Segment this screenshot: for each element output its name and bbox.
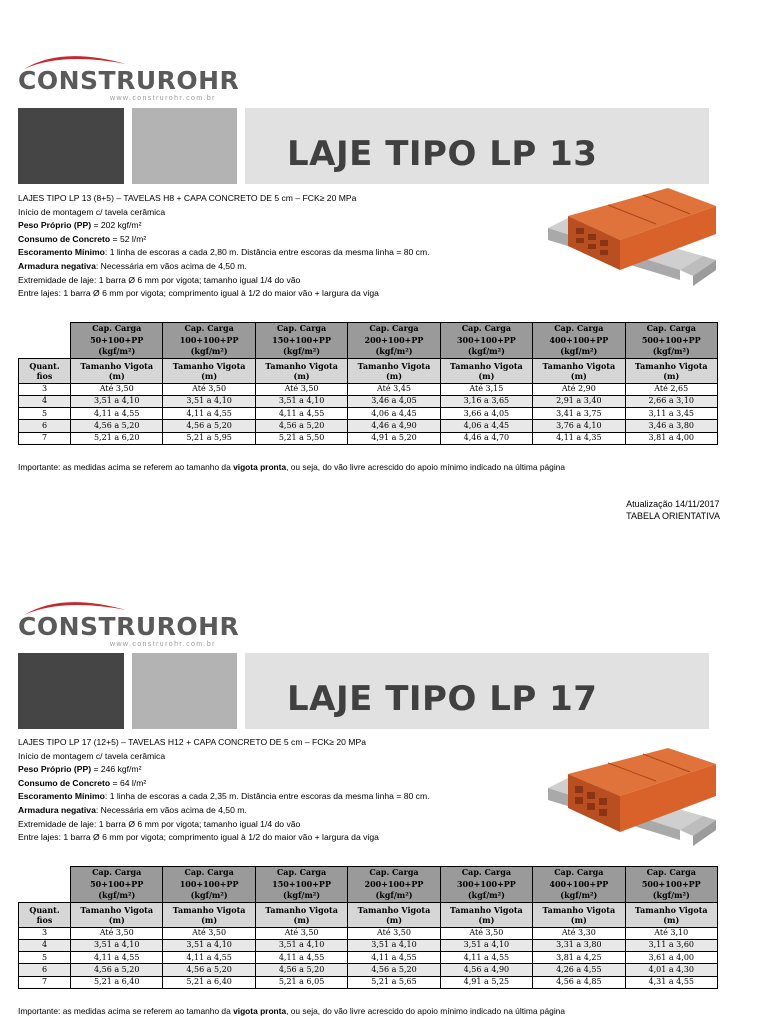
span-cell: 5,21 a 6,05 [255, 976, 347, 988]
table-row [19, 432, 718, 444]
fios-cell: 7 [19, 432, 71, 444]
span-cell: 4,46 a 4,90 [348, 420, 440, 432]
load-col-5: Cap. Carga 300+100+PP (kgf/m²) [440, 867, 532, 903]
span-cell: 4,06 a 4,45 [440, 420, 532, 432]
table-row [19, 952, 718, 964]
span-cell: 5,21 a 6,40 [163, 976, 255, 988]
fios-cell: 6 [19, 420, 71, 432]
armadura-line [18, 260, 430, 274]
brand-name: CONSTRUROHR [18, 612, 240, 641]
span-cell: 3,51 a 4,10 [255, 939, 347, 951]
span-cell: 4,11 a 4,55 [440, 952, 532, 964]
quant-fios-header: Quant. fios [19, 358, 71, 383]
peso-label: Peso Próprio (PP) [18, 764, 92, 775]
tam-header: Tamanho Vigota (m) [440, 902, 532, 927]
spec-info [18, 736, 430, 845]
span-cell: 5,21 a 6,40 [71, 976, 163, 988]
span-cell: 5,21 a 5,95 [163, 432, 255, 444]
tam-header: Tamanho Vigota (m) [348, 358, 440, 383]
table-row [19, 939, 718, 951]
extremidade-line: Extremidade de laje: 1 barra Ø 6 mm por vigota; tamanho igual 1/4 do vão [18, 274, 301, 285]
peso-line [18, 219, 430, 233]
span-cell: 3,46 a 4,05 [348, 395, 440, 407]
quant-fios-header: Quant. fios [19, 902, 71, 927]
span-cell: Até 3,30 [533, 927, 625, 939]
span-cell: 3,51 a 4,10 [163, 939, 255, 951]
span-cell: Até 3,50 [440, 927, 532, 939]
span-cell: 4,11 a 4,55 [348, 952, 440, 964]
span-cell: 4,91 a 5,25 [440, 976, 532, 988]
blank-corner [19, 323, 71, 359]
span-cell: 4,11 a 4,55 [255, 952, 347, 964]
page-title: LAJE TIPO LP 17 [287, 679, 598, 719]
entre-lajes-line: Entre lajes: 1 barra Ø 6 mm por vigota; comprimento igual à 1/2 do maior vão + largura da viga [18, 832, 379, 843]
load-col-4: Cap. Carga 200+100+PP (kgf/m²) [348, 867, 440, 903]
armadura-label: Armadura negativa [18, 260, 96, 271]
tam-header: Tamanho Vigota (m) [348, 902, 440, 927]
span-cell: 4,56 a 5,20 [71, 964, 163, 976]
update-label: TABELA ORIENTATIVA [626, 511, 720, 521]
span-cell: 3,51 a 4,10 [348, 939, 440, 951]
peso-label: Peso Próprio (PP) [18, 220, 92, 231]
span-cell: 3,31 a 3,80 [533, 939, 625, 951]
span-cell: Até 3,50 [71, 927, 163, 939]
slab-illustration-icon [548, 188, 718, 288]
armadura-value: : Necessária em vãos acima de 4,50 m. [95, 804, 247, 815]
span-cell: 4,46 a 4,70 [440, 432, 532, 444]
escoramento-line [18, 790, 430, 804]
span-cell: 4,11 a 4,55 [163, 408, 255, 420]
span-cell: 3,51 a 4,10 [255, 395, 347, 407]
span-cell: 4,56 a 4,90 [440, 964, 532, 976]
consumo-label: Consumo de Concreto [18, 233, 111, 244]
fios-cell: 4 [19, 939, 71, 951]
tam-header: Tamanho Vigota (m) [255, 358, 347, 383]
escoramento-value: : 1 linha de escoras a cada 2,35 m. Distância entre escoras da mesma linha = 80 cm. [104, 791, 430, 802]
span-cell: Até 3,50 [255, 927, 347, 939]
armadura-line [18, 804, 430, 818]
span-cell: 4,56 a 5,20 [255, 420, 347, 432]
span-cell: 3,61 a 4,00 [625, 952, 717, 964]
brand-url: www.construrohr.com.br [110, 641, 216, 648]
span-cell: 4,11 a 4,35 [533, 432, 625, 444]
span-cell: 3,81 a 4,00 [625, 432, 717, 444]
update-block [626, 498, 720, 522]
load-col-4: Cap. Carga 200+100+PP (kgf/m²) [348, 323, 440, 359]
brand-name: CONSTRUROHR [18, 66, 240, 95]
extremidade-line: Extremidade de laje: 1 barra Ø 6 mm por vigota; tamanho igual 1/4 do vão [18, 818, 301, 829]
span-cell: Até 3,50 [71, 383, 163, 395]
span-cell: 3,51 a 4,10 [440, 939, 532, 951]
table-row [19, 395, 718, 407]
span-cell: 3,51 a 4,10 [163, 395, 255, 407]
load-col-1: Cap. Carga 50+100+PP (kgf/m²) [71, 867, 163, 903]
blank-corner [19, 867, 71, 903]
span-cell: 3,11 a 3,60 [625, 939, 717, 951]
load-col-3: Cap. Carga 150+100+PP (kgf/m²) [255, 323, 347, 359]
peso-value: = 202 kgf/m² [91, 220, 142, 231]
span-cell: 4,11 a 4,55 [71, 952, 163, 964]
span-cell: 4,11 a 4,55 [255, 408, 347, 420]
light-square [132, 108, 237, 184]
page-title: LAJE TIPO LP 13 [287, 134, 598, 174]
span-cell: Até 3,50 [348, 927, 440, 939]
span-cell: 3,11 a 3,45 [625, 408, 717, 420]
span-cell: 4,91 a 5,20 [348, 432, 440, 444]
span-cell: 4,56 a 4,85 [533, 976, 625, 988]
dark-square [18, 653, 124, 729]
fios-cell: 5 [19, 408, 71, 420]
dark-square [18, 108, 124, 184]
span-cell: 4,31 a 4,55 [625, 976, 717, 988]
span-cell: 2,91 a 3,40 [533, 395, 625, 407]
entre-lajes-line: Entre lajes: 1 barra Ø 6 mm por vigota; comprimento igual à 1/2 do maior vão + largura da viga [18, 288, 379, 299]
load-col-2: Cap. Carga 100+100+PP (kgf/m²) [163, 323, 255, 359]
tam-header: Tamanho Vigota (m) [71, 902, 163, 927]
header-line: LAJES TIPO LP 13 (8+5) – TAVELAS H8 + CAPA CONCRETO DE 5 cm – FCK≥ 20 MPa [18, 193, 357, 203]
table-row [19, 927, 718, 939]
fios-cell: 4 [19, 395, 71, 407]
load-col-6: Cap. Carga 400+100+PP (kgf/m²) [533, 323, 625, 359]
escoramento-value: : 1 linha de escoras a cada 2,80 m. Distância entre escoras da mesma linha = 80 cm. [104, 247, 430, 258]
span-cell: 5,21 a 6,20 [71, 432, 163, 444]
span-table [18, 866, 718, 989]
table-row [19, 408, 718, 420]
load-col-6: Cap. Carga 400+100+PP (kgf/m²) [533, 867, 625, 903]
tam-header: Tamanho Vigota (m) [533, 902, 625, 927]
span-cell: 4,26 a 4,55 [533, 964, 625, 976]
subheader-row [19, 902, 718, 927]
table-body [19, 383, 718, 444]
fios-cell: 7 [19, 976, 71, 988]
consumo-value: = 52 l/m² [110, 233, 147, 244]
spec-info [18, 192, 430, 301]
title-banner [245, 108, 709, 184]
tam-header: Tamanho Vigota (m) [163, 902, 255, 927]
span-cell: Até 3,50 [255, 383, 347, 395]
span-cell: 4,11 a 4,55 [163, 952, 255, 964]
consumo-value: = 64 l/m² [110, 777, 147, 788]
light-square [132, 653, 237, 729]
load-col-2: Cap. Carga 100+100+PP (kgf/m²) [163, 867, 255, 903]
fios-cell: 3 [19, 383, 71, 395]
span-cell: Até 3,10 [625, 927, 717, 939]
load-col-3: Cap. Carga 150+100+PP (kgf/m²) [255, 867, 347, 903]
table-body [19, 927, 718, 988]
escoramento-label: Escoramento Mínimo [18, 791, 105, 802]
span-cell: Até 3,50 [163, 927, 255, 939]
span-cell: 4,06 a 4,45 [348, 408, 440, 420]
tam-header: Tamanho Vigota (m) [625, 902, 717, 927]
important-note: Importante: as medidas acima se referem ao tamanho da vigota pronta, ou seja, do vão livre acrescido do apoio mínimo indicado na última página [18, 462, 565, 472]
load-col-7: Cap. Carga 500+100+PP (kgf/m²) [625, 867, 717, 903]
fios-cell: 3 [19, 927, 71, 939]
fios-cell: 6 [19, 964, 71, 976]
span-cell: 4,56 a 5,20 [163, 964, 255, 976]
span-cell: 3,51 a 4,10 [71, 939, 163, 951]
consumo-line [18, 233, 430, 247]
consumo-label: Consumo de Concreto [18, 777, 111, 788]
span-cell: Até 3,45 [348, 383, 440, 395]
slab-illustration-icon [548, 748, 718, 848]
table-row [19, 420, 718, 432]
span-cell: 3,46 a 3,80 [625, 420, 717, 432]
peso-value: = 246 kgf/m² [91, 764, 142, 775]
header-line: LAJES TIPO LP 17 (12+5) – TAVELAS H12 + CAPA CONCRETO DE 5 cm – FCK≥ 20 MPa [18, 737, 366, 747]
span-cell: 5,21 a 5,50 [255, 432, 347, 444]
span-table [18, 322, 718, 445]
tam-header: Tamanho Vigota (m) [440, 358, 532, 383]
subheader-row [19, 358, 718, 383]
title-banner [245, 653, 709, 729]
span-cell: 4,56 a 5,20 [255, 964, 347, 976]
important-note: Importante: as medidas acima se referem ao tamanho da vigota pronta, ou seja, do vão livre acrescido do apoio mínimo indicado na última página [18, 1006, 565, 1016]
span-cell: Até 3,15 [440, 383, 532, 395]
load-col-1: Cap. Carga 50+100+PP (kgf/m²) [71, 323, 163, 359]
tam-header: Tamanho Vigota (m) [255, 902, 347, 927]
span-cell: Até 2,90 [533, 383, 625, 395]
load-col-5: Cap. Carga 300+100+PP (kgf/m²) [440, 323, 532, 359]
span-cell: 3,81 a 4,25 [533, 952, 625, 964]
escoramento-line [18, 246, 430, 260]
span-cell: 3,16 a 3,65 [440, 395, 532, 407]
armadura-value: : Necessária em vãos acima de 4,50 m. [95, 260, 247, 271]
tam-header: Tamanho Vigota (m) [163, 358, 255, 383]
brand-url: www.construrohr.com.br [110, 95, 216, 102]
span-cell: 3,41 a 3,75 [533, 408, 625, 420]
span-cell: Até 2,65 [625, 383, 717, 395]
tam-header: Tamanho Vigota (m) [71, 358, 163, 383]
load-col-7: Cap. Carga 500+100+PP (kgf/m²) [625, 323, 717, 359]
span-cell: 3,66 a 4,05 [440, 408, 532, 420]
montagem-line: Início de montagem c/ tavela cerâmica [18, 750, 166, 761]
consumo-line [18, 777, 430, 791]
span-cell: 4,56 a 5,20 [71, 420, 163, 432]
span-cell: 2,66 a 3,10 [625, 395, 717, 407]
span-cell: 4,11 a 4,55 [71, 408, 163, 420]
span-cell: Até 3,50 [163, 383, 255, 395]
table-row [19, 383, 718, 395]
update-date: Atualização 14/11/2017 [626, 499, 720, 509]
span-cell: 4,56 a 5,20 [348, 964, 440, 976]
fios-cell: 5 [19, 952, 71, 964]
tam-header: Tamanho Vigota (m) [533, 358, 625, 383]
montagem-line: Início de montagem c/ tavela cerâmica [18, 206, 166, 217]
armadura-label: Armadura negativa [18, 804, 96, 815]
span-cell: 4,01 a 4,30 [625, 964, 717, 976]
span-cell: 4,56 a 5,20 [163, 420, 255, 432]
span-cell: 3,51 a 4,10 [71, 395, 163, 407]
span-cell: 5,21 a 5,65 [348, 976, 440, 988]
peso-line [18, 763, 430, 777]
table-row [19, 964, 718, 976]
table-row [19, 976, 718, 988]
span-cell: 3,76 a 4,10 [533, 420, 625, 432]
escoramento-label: Escoramento Mínimo [18, 247, 105, 258]
tam-header: Tamanho Vigota (m) [625, 358, 717, 383]
